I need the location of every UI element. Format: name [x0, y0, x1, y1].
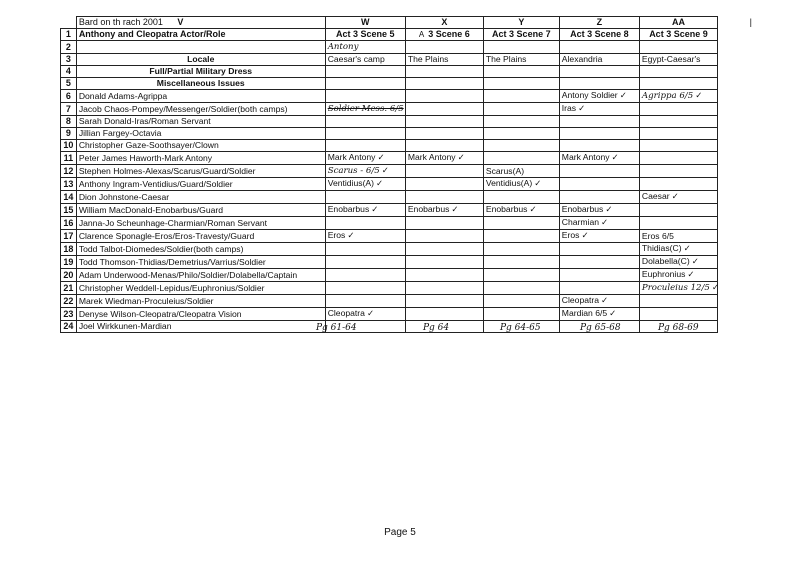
header-row	[61, 29, 718, 41]
cell-text: Ventidius(A)	[327, 178, 375, 188]
table-row	[61, 41, 718, 54]
cell-w	[325, 54, 405, 66]
scene-header-y: Act 3 Scene 7	[483, 29, 559, 41]
row-number: 21	[61, 282, 77, 295]
cell-text: Egypt-Caesar's	[641, 54, 701, 64]
row-label: Christopher Weddell-Lepidus/Euphronius/Soldier	[76, 282, 325, 295]
scene-header-x	[405, 29, 483, 41]
cell-text: Alexandria	[561, 54, 603, 64]
row-number: 10	[61, 140, 77, 152]
row-label: Sarah Donald-Iras/Roman Servant	[76, 116, 325, 128]
row-label: Janna-Jo Scheunhage-Charmian/Roman Servant	[76, 217, 325, 230]
table-row	[61, 116, 718, 128]
row-number: 2	[61, 41, 77, 54]
cell-z	[559, 78, 639, 90]
checkmark-icon: ✓	[457, 153, 465, 163]
table-row	[61, 152, 718, 165]
cell-z	[559, 282, 639, 295]
row-number: 24	[61, 321, 77, 333]
checkmark-icon: ✓	[534, 179, 542, 189]
scene-header-z: Act 3 Scene 8	[559, 29, 639, 41]
cell-text: Mark Antony	[327, 152, 376, 162]
cell-w	[325, 230, 405, 243]
checkmark-icon: ✓	[687, 270, 695, 280]
checkmark-icon: ✓	[451, 205, 459, 215]
table-row	[61, 230, 718, 243]
cell-z	[559, 152, 639, 165]
row-number: 8	[61, 116, 77, 128]
checkmark-icon: ✓	[609, 309, 617, 319]
table-row	[61, 295, 718, 308]
cell-y	[483, 308, 559, 321]
cell-text: Thidias(C)	[641, 243, 682, 253]
cell-y	[483, 230, 559, 243]
cell-aa	[639, 152, 717, 165]
table-row	[61, 256, 718, 269]
cell-w	[325, 103, 405, 116]
row-label: Peter James Haworth-Mark Antony	[76, 152, 325, 165]
cell-w	[325, 178, 405, 191]
cell-text: Cleopatra	[561, 295, 600, 305]
table-row	[61, 54, 718, 66]
cell-y	[483, 178, 559, 191]
cell-aa	[639, 66, 717, 78]
cell-z	[559, 90, 639, 103]
cell-w	[325, 256, 405, 269]
cell-w	[325, 204, 405, 217]
table-row	[61, 269, 718, 282]
cell-aa	[639, 116, 717, 128]
scene-breakdown-table	[60, 16, 718, 333]
cell-aa	[639, 41, 717, 54]
cell-w	[325, 152, 405, 165]
cell-text: Scarus - 6/5	[327, 166, 380, 176]
row-label: Miscellaneous Issues	[76, 78, 325, 90]
cell-y	[483, 191, 559, 204]
cell-x	[405, 269, 483, 282]
row-number: 19	[61, 256, 77, 269]
cell-y	[483, 204, 559, 217]
cell-text: Cleopatra	[327, 308, 365, 318]
cell-text: The Plains	[407, 54, 449, 64]
checkmark-icon: ✓	[377, 153, 385, 163]
checkmark-icon: ✓	[371, 205, 379, 215]
cell-aa	[639, 128, 717, 140]
row-number: 14	[61, 191, 77, 204]
row-number: 9	[61, 128, 77, 140]
col-letter-aa: AA	[639, 17, 717, 29]
cell-text: Eros	[327, 230, 346, 240]
cell-y	[483, 256, 559, 269]
cell-x	[405, 66, 483, 78]
row-number: 18	[61, 243, 77, 256]
row-label: Jillian Fargey-Octavia	[76, 128, 325, 140]
cell-aa	[639, 217, 717, 230]
cell-aa	[639, 165, 717, 178]
page-ref-w: Pg 61-64	[316, 323, 357, 333]
title-text: Bard on th rach 2001	[78, 17, 163, 27]
cell-w	[325, 308, 405, 321]
cell-y	[483, 78, 559, 90]
cell-aa	[639, 54, 717, 66]
cell-x	[405, 128, 483, 140]
row-number: 15	[61, 204, 77, 217]
cell-text: The Plains	[485, 54, 527, 64]
cell-w	[325, 191, 405, 204]
checkmark-icon: ✓	[605, 205, 613, 215]
cell-text: Iras	[561, 103, 577, 113]
row-number: 6	[61, 90, 77, 103]
table-row	[61, 308, 718, 321]
cell-y	[483, 54, 559, 66]
margin-mark: |	[749, 17, 752, 27]
checkmark-icon: ✓	[601, 296, 609, 306]
checkmark-icon: ✓	[578, 104, 586, 114]
cell-w	[325, 269, 405, 282]
cell-z	[559, 256, 639, 269]
row-label: Todd Talbot-Diomedes/Soldier(both camps)	[76, 243, 325, 256]
checkmark-icon: ✓	[611, 153, 619, 163]
cell-text: Ventidius(A)	[485, 178, 533, 188]
cell-z	[559, 116, 639, 128]
cell-y	[483, 90, 559, 103]
cell-x	[405, 308, 483, 321]
cell-text: Eros 6/5	[641, 230, 674, 241]
cell-y	[483, 282, 559, 295]
cell-aa	[639, 140, 717, 152]
cell-z	[559, 41, 639, 54]
cell-text: Caesar's camp	[327, 54, 385, 64]
cell-z	[559, 66, 639, 78]
row-label: Locale	[76, 54, 325, 66]
row-label: Marek Wiedman-Proculeius/Soldier	[76, 295, 325, 308]
row-number: 5	[61, 78, 77, 90]
cell-text: Enobarbus	[561, 204, 604, 214]
row-number: 20	[61, 269, 77, 282]
checkmark-icon: ✓	[347, 231, 355, 241]
row-label: Denyse Wilson-Cleopatra/Cleopatra Vision	[76, 308, 325, 321]
cell-y	[483, 152, 559, 165]
cell-y	[483, 66, 559, 78]
row-label: Anthony Ingram-Ventidius/Guard/Soldier	[76, 178, 325, 191]
checkmark-icon: ✓	[711, 283, 720, 293]
table-row	[61, 90, 718, 103]
checkmark-icon: ✓	[695, 91, 703, 101]
checkmark-icon: ✓	[381, 166, 389, 176]
cell-y	[483, 103, 559, 116]
cell-z	[559, 54, 639, 66]
cell-aa	[639, 295, 717, 308]
cell-y	[483, 41, 559, 54]
cell-aa	[639, 308, 717, 321]
checkmark-icon: ✓	[601, 218, 609, 228]
page-number: Page 5	[384, 527, 416, 538]
cell-z	[559, 191, 639, 204]
cell-x	[405, 78, 483, 90]
cell-x	[405, 282, 483, 295]
checkmark-icon: ✓	[376, 179, 384, 189]
cell-x	[405, 256, 483, 269]
table-row	[61, 178, 718, 191]
cell-text: Dolabella(C)	[641, 256, 690, 266]
row-number: 7	[61, 103, 77, 116]
cell-y	[483, 217, 559, 230]
row-number: 1	[61, 29, 77, 41]
row-label: Stephen Holmes-Alexas/Scarus/Guard/Soldier	[76, 165, 325, 178]
cell-aa	[639, 243, 717, 256]
cell-aa	[639, 269, 717, 282]
table-row	[61, 204, 718, 217]
cell-z	[559, 178, 639, 191]
row-number: 12	[61, 165, 77, 178]
page-ref-z: Pg 65-68	[580, 323, 621, 333]
rehearsal-sheet	[60, 16, 720, 333]
cell-aa	[639, 90, 717, 103]
cell-aa	[639, 282, 720, 295]
cell-x	[405, 116, 483, 128]
checkmark-icon: ✓	[619, 91, 627, 101]
cell-z	[559, 140, 639, 152]
cell-x	[405, 295, 483, 308]
cell-text: Euphronius	[641, 269, 686, 279]
table-row	[61, 66, 718, 78]
scene-header-aa: Act 3 Scene 9	[639, 29, 717, 41]
cell-text: Enobarbus	[327, 204, 370, 214]
cell-y	[483, 295, 559, 308]
cell-w	[325, 90, 405, 103]
cell-z	[559, 230, 639, 243]
cell-x	[405, 230, 483, 243]
checkmark-icon: ✓	[671, 192, 679, 202]
cell-aa	[639, 103, 717, 116]
table-row	[61, 282, 718, 295]
row-label: Full/Partial Military Dress	[76, 66, 325, 78]
row-number: 22	[61, 295, 77, 308]
cell-text: Caesar	[641, 191, 670, 201]
checkmark-icon: ✓	[581, 231, 589, 241]
table-row	[61, 140, 718, 152]
cell-aa	[639, 78, 717, 90]
cell-x	[405, 165, 483, 178]
row-label: Adam Underwood-Menas/Philo/Soldier/Dolabella/Captain	[76, 269, 325, 282]
cell-y	[483, 269, 559, 282]
cell-x	[405, 217, 483, 230]
cell-z	[559, 295, 639, 308]
cell-aa	[639, 178, 717, 191]
cell-text: Mark Antony	[561, 152, 610, 162]
row-number: 3	[61, 54, 77, 66]
cell-w	[325, 78, 405, 90]
page-ref-y: Pg 64-65	[500, 323, 541, 333]
cell-z	[559, 243, 639, 256]
page-ref-x: Pg 64	[423, 323, 450, 333]
scene-header-x-prefix: A	[418, 30, 425, 39]
cell-y	[483, 243, 559, 256]
cell-text: Agrippa 6/5	[641, 91, 694, 101]
checkmark-icon: ✓	[529, 205, 537, 215]
cell-aa	[639, 256, 717, 269]
table-row	[61, 191, 718, 204]
row-label: Clarence Sponagle-Eros/Eros-Travesty/Guard	[76, 230, 325, 243]
cell-y	[483, 128, 559, 140]
page-ref-aa: Pg 68-69	[658, 323, 699, 333]
cell-aa	[639, 191, 717, 204]
checkmark-icon: ✓	[366, 309, 375, 319]
row-number: 16	[61, 217, 77, 230]
cell-text: Soldier Mess. 6/5	[327, 104, 404, 114]
table-row	[61, 165, 718, 178]
row-number: 23	[61, 308, 77, 321]
title-v: V	[177, 17, 184, 27]
cell-z	[559, 269, 639, 282]
col-letter-x: X	[405, 17, 483, 29]
cell-text: Scarus(A)	[485, 165, 525, 176]
cell-text: Charmian	[561, 217, 600, 227]
col-letter-z: Z	[559, 17, 639, 29]
table-row	[61, 103, 718, 116]
cell-z	[559, 103, 639, 116]
cell-w	[325, 66, 405, 78]
cell-x	[405, 191, 483, 204]
cell-x	[405, 41, 483, 54]
cell-text: Eros	[561, 230, 580, 240]
cell-aa	[639, 230, 717, 243]
cell-z	[559, 204, 639, 217]
row-label: Jacob Chaos-Pompey/Messenger/Soldier(both camps)	[76, 103, 325, 116]
table-row	[61, 243, 718, 256]
col-letter-w: W	[325, 17, 405, 29]
cell-w	[325, 295, 405, 308]
row-number: 13	[61, 178, 77, 191]
table-row	[61, 78, 718, 90]
row-label	[76, 41, 325, 54]
row-label: Dion Johnstone-Caesar	[76, 191, 325, 204]
cell-text: Mark Antony	[407, 152, 456, 162]
table-row	[61, 128, 718, 140]
row-number: 17	[61, 230, 77, 243]
row-label: William MacDonald-Enobarbus/Guard	[76, 204, 325, 217]
cell-text: Enobarbus	[485, 204, 528, 214]
header-label: Anthony and Cleopatra Actor/Role	[76, 29, 325, 41]
cell-x	[405, 152, 483, 165]
cell-text: Antony	[327, 42, 359, 52]
scene-header-w: Act 3 Scene 5	[325, 29, 405, 41]
checkmark-icon: ✓	[683, 244, 691, 254]
cell-x	[405, 103, 483, 116]
cell-w	[325, 165, 405, 178]
cell-z	[559, 308, 639, 321]
cell-text: Mardian 6/5	[561, 308, 608, 318]
cell-z	[559, 165, 639, 178]
cell-x	[405, 90, 483, 103]
cell-x	[405, 54, 483, 66]
cell-x	[405, 204, 483, 217]
checkmark-icon: ✓	[691, 257, 699, 267]
row-label: Todd Thomson-Thidias/Demetrius/Varrius/Soldier	[76, 256, 325, 269]
sheet-title	[76, 17, 325, 29]
table-row	[61, 217, 718, 230]
cell-w	[325, 128, 405, 140]
cell-w	[325, 140, 405, 152]
cell-w	[325, 41, 405, 54]
row-label: Joel Wirkkunen-Mardian	[76, 321, 325, 333]
cell-text: Enobarbus	[407, 204, 450, 214]
scene-header-x-label: 3 Scene 6	[428, 29, 470, 39]
cell-y	[483, 116, 559, 128]
cell-w	[325, 116, 405, 128]
row-number: 11	[61, 152, 77, 165]
cell-z	[559, 128, 639, 140]
cell-text: Antony Soldier	[561, 90, 618, 100]
cell-y	[483, 165, 559, 178]
cell-x	[405, 140, 483, 152]
column-letter-row	[61, 17, 718, 29]
cell-w	[325, 282, 405, 295]
cell-text: Proculeius 12/5	[641, 283, 710, 293]
row-label: Donald Adams-Agrippa	[76, 90, 325, 103]
cell-x	[405, 243, 483, 256]
cell-x	[405, 178, 483, 191]
row-label: Christopher Gaze-Soothsayer/Clown	[76, 140, 325, 152]
cell-w	[325, 243, 405, 256]
col-letter-y: Y	[483, 17, 559, 29]
cell-aa	[639, 204, 717, 217]
cell-w	[325, 217, 405, 230]
cell-y	[483, 140, 559, 152]
row-number: 4	[61, 66, 77, 78]
cell-z	[559, 217, 639, 230]
